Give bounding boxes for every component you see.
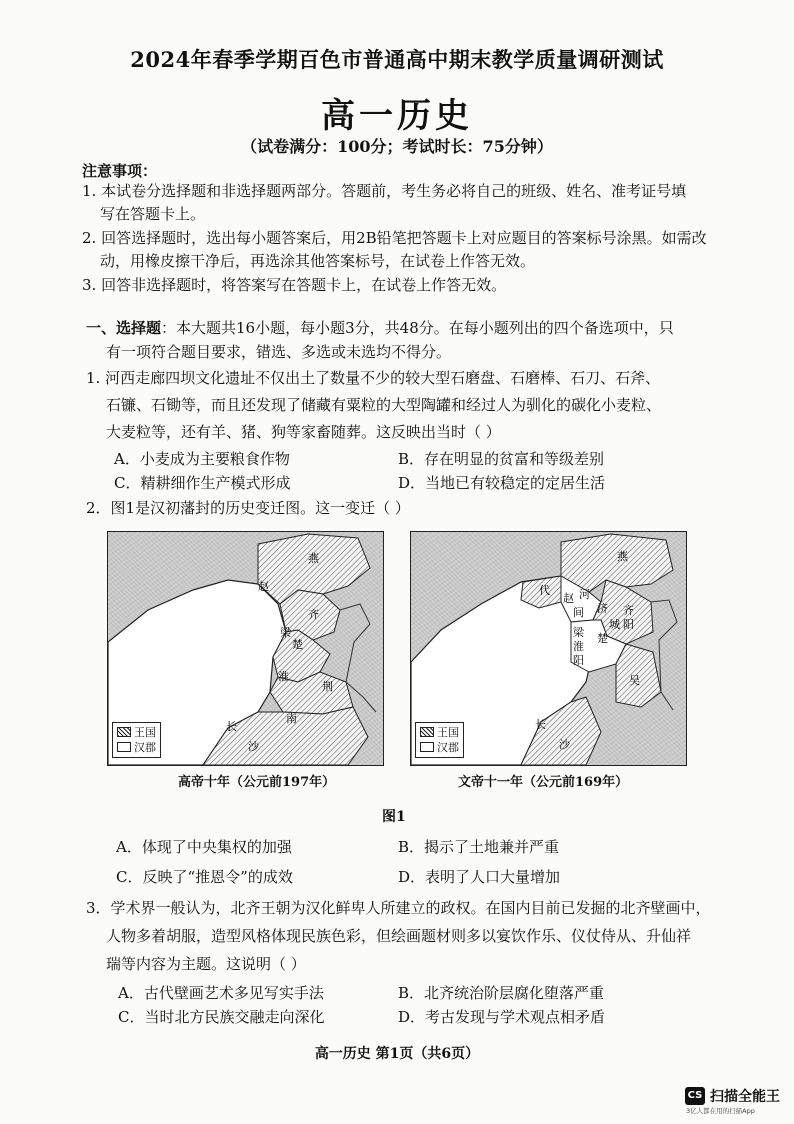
exam-title: 2024年春季学期百色市普通高中期末教学质量调研测试 — [130, 47, 664, 72]
q3-option-b: B．北齐统治阶层腐化堕落严重 — [398, 984, 605, 1002]
q2-option-a: A．体现了中央集权的加强 — [116, 838, 292, 856]
map-label: 齐 — [308, 608, 319, 621]
q3-option-a: A．古代壁画艺术多见写实手法 — [118, 984, 324, 1002]
map-label: 间 — [573, 606, 584, 619]
q1-option-d: D．当地已有较稳定的定居生活 — [398, 474, 606, 492]
map-label: 燕 — [617, 550, 628, 563]
section-instructions: ：本大题共16小题，每小题3分，共48分。在每小题列出的四个备选项中，只 — [161, 319, 674, 337]
exam-meta: （试卷满分：100分；考试时长：75分钟） — [241, 137, 553, 156]
camscanner-tagline: 3亿人都在用的扫描App — [686, 1107, 755, 1115]
note-line: 动，用橡皮擦干净后，再选涂其他答案标号，在试卷上作答无效。 — [100, 252, 536, 270]
q1-option-c: C．精耕细作生产模式形成 — [114, 474, 291, 492]
legend-kingdom-swatch — [117, 727, 131, 737]
map-label: 燕 — [308, 552, 319, 565]
map-label: 赵 — [258, 580, 269, 593]
map-label: 南 — [286, 712, 297, 725]
q1-option-b: B．存在明显的贫富和等级差别 — [398, 450, 605, 468]
note-line: 3. 回答非选择题时，将答案写在答题卡上，在试卷上作答无效。 — [82, 276, 507, 294]
q2-option-b: B．揭示了土地兼并严重 — [398, 838, 560, 856]
map-label: 梁 — [280, 626, 291, 639]
q2-option-d: D．表明了人口大量增加 — [398, 868, 561, 886]
map-label: 代 — [539, 584, 550, 597]
subject-title: 高一历史 — [321, 96, 473, 136]
section-instructions-2: 有一项符合题目要求，错选、多选或未选均不得分。 — [106, 343, 452, 361]
map-right-caption: 文帝十一年（公元前169年） — [458, 775, 629, 790]
map-left-caption: 高帝十年（公元前197年） — [178, 775, 336, 790]
map-label: 赵 — [563, 592, 574, 605]
camscanner-logo: CS — [685, 1087, 705, 1105]
map-label: 齐 — [623, 604, 634, 617]
section-heading — [86, 318, 674, 338]
map-label: 河 — [579, 588, 590, 601]
map-left-gaodi — [107, 531, 384, 766]
note-line: 写在答题卡上。 — [100, 205, 206, 223]
legend-han-label: 汉郡 — [437, 741, 459, 754]
q3-stem: 3．学术界一般认为，北齐王朝为汉化鲜卑人所建立的政权。在国内目前已发掘的北齐壁画中， — [86, 899, 711, 917]
q1-option-a: A．小麦成为主要粮食作物 — [114, 450, 290, 468]
map-label: 楚 — [597, 632, 608, 645]
map-label: 淮 — [278, 670, 289, 683]
q3-stem: 瑞等内容为主题。这说明（ ） — [106, 955, 306, 973]
q3-option-c: C．当时北方民族交融走向深化 — [118, 1008, 325, 1026]
map-label: 楚 — [292, 638, 303, 651]
map-label: 淮 — [573, 640, 584, 653]
map-left-legend — [112, 722, 161, 758]
legend-han-swatch — [117, 742, 131, 752]
legend-kingdom-label: 王国 — [134, 726, 156, 739]
legend-han-label: 汉郡 — [134, 741, 156, 754]
map-label: 阳 — [573, 654, 584, 667]
map-label: 吴 — [629, 674, 640, 687]
map-right-legend — [415, 722, 464, 758]
q1-stem: 1. 河西走廊四坝文化遗址不仅出土了数量不少的较大型石磨盘、石磨棒、石刀、石斧、 — [86, 369, 661, 387]
q3-stem: 人物多着胡服，造型风格体现民族色彩，但绘画题材则多以宴饮作乐、仪仗侍从、升仙祥 — [106, 927, 692, 945]
q3-option-d: D．考古发现与学术观点相矛盾 — [398, 1008, 606, 1026]
notes-title: 注意事项： — [82, 162, 158, 180]
map-label: 济 — [597, 602, 608, 615]
note-line: 1. 本试卷分选择题和非选择题两部分。答题前，考生务必将自己的班级、姓名、准考证号填 — [82, 182, 687, 200]
map-label: 城 — [609, 618, 620, 631]
q1-stem: 石镰、石锄等，而且还发现了储藏有粟粒的大型陶罐和经过人为驯化的碳化小麦粒、 — [106, 396, 662, 414]
figure-label: 图1 — [382, 809, 406, 825]
page-footer: 高一历史 第1页（共6页） — [314, 1046, 480, 1062]
map-label: 长 — [535, 718, 546, 731]
map-label: 沙 — [559, 738, 570, 751]
q1-stem: 大麦粒等，还有羊、猪、狗等家畜随葬。这反映出当时（ ） — [106, 423, 501, 441]
camscanner-brand: 扫描全能王 — [710, 1089, 780, 1105]
map-label: 阳 — [623, 618, 634, 631]
map-label: 荆 — [322, 680, 333, 693]
q2-stem: 2．图1是汉初藩封的历史变迁图。这一变迁（ ） — [86, 499, 410, 517]
map-right-wendi — [410, 531, 687, 766]
map-label: 长 — [226, 720, 237, 733]
kingdom-yan — [561, 534, 673, 592]
legend-kingdom-label: 王国 — [437, 726, 459, 739]
legend-kingdom-swatch — [420, 727, 434, 737]
map-label: 梁 — [573, 626, 584, 639]
note-line: 2. 回答选择题时，选出每小题答案后，用2B铅笔把答题卡上对应题目的答案标号涂黑。如需改 — [82, 229, 707, 247]
section-head-label: 一、选择题 — [86, 319, 162, 337]
q2-option-c: C．反映了“推恩令”的成效 — [116, 868, 293, 886]
legend-han-swatch — [420, 742, 434, 752]
map-label: 沙 — [248, 740, 259, 753]
